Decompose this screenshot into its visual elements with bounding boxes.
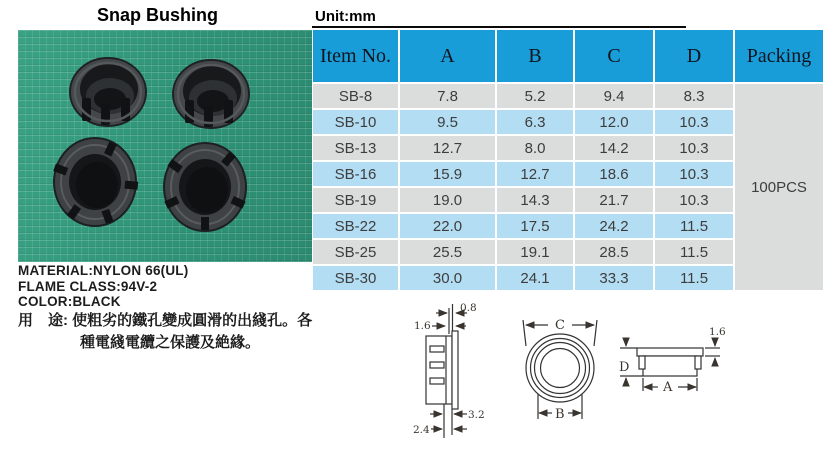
bushing-top-right	[173, 60, 249, 128]
column-header-packing: Packing	[735, 30, 823, 82]
cell-item: SB-8	[313, 84, 398, 108]
page-title: Snap Bushing	[97, 5, 218, 25]
column-header-a: A	[400, 30, 495, 82]
cell-b: 8.0	[497, 136, 573, 160]
cell-a: 7.8	[400, 84, 495, 108]
cell-c: 33.3	[575, 266, 653, 290]
cell-a: 22.0	[400, 214, 495, 238]
cell-a: 15.9	[400, 162, 495, 186]
cell-item: SB-19	[313, 188, 398, 212]
cell-c: 28.5	[575, 240, 653, 264]
cell-c: 18.6	[575, 162, 653, 186]
cell-a: 12.7	[400, 136, 495, 160]
material-line: MATERIAL:NYLON 66(UL)	[18, 263, 189, 278]
cell-d: 10.3	[655, 188, 733, 212]
dim-label-a: A	[663, 380, 673, 395]
unit-label: Unit:mm	[315, 8, 376, 25]
bushing-top-left	[70, 58, 146, 126]
product-photo	[18, 30, 312, 262]
cell-c: 24.2	[575, 214, 653, 238]
flame-class-line: FLAME CLASS:94V-2	[18, 278, 158, 294]
cell-c: 9.4	[575, 84, 653, 108]
dim-label-b: B	[555, 407, 565, 422]
cell-c: 12.0	[575, 110, 653, 134]
cell-item: SB-25	[313, 240, 398, 264]
cell-a: 25.5	[400, 240, 495, 264]
cell-item: SB-30	[313, 266, 398, 290]
cell-b: 17.5	[497, 214, 573, 238]
color-line: COLOR:BLACK	[18, 294, 121, 309]
cell-item: SB-22	[313, 214, 398, 238]
bushing-bottom-left	[53, 138, 138, 226]
usage-text-block	[18, 310, 312, 354]
cell-b: 6.3	[497, 110, 573, 134]
dim-label-d: D	[619, 360, 630, 375]
column-header-d: D	[655, 30, 733, 82]
cell-b: 12.7	[497, 162, 573, 186]
bushing-bottom-right	[164, 143, 246, 231]
cell-item: SB-10	[313, 110, 398, 134]
dim-label-c: C	[555, 318, 565, 333]
column-header-b: B	[497, 30, 573, 82]
usage-line-2: 種電綫電纜之保護及絶緣。	[80, 334, 261, 351]
cell-d: 8.3	[655, 84, 733, 108]
cell-a: 9.5	[400, 110, 495, 134]
dim-label-1-6-left: 1.6	[414, 320, 431, 332]
cell-d: 11.5	[655, 240, 733, 264]
dimension-table	[313, 30, 823, 290]
cell-d: 10.3	[655, 162, 733, 186]
dim-label-0-8: 0.8	[460, 302, 477, 314]
packing-value-cell: 100PCS	[735, 84, 823, 290]
drawing-side-view	[426, 304, 467, 438]
cell-a: 30.0	[400, 266, 495, 290]
drawing-front-view	[523, 320, 597, 419]
cell-b: 19.1	[497, 240, 573, 264]
dim-label-2-4: 2.4	[413, 424, 430, 436]
cell-b: 14.3	[497, 188, 573, 212]
spec-text-block	[18, 263, 188, 310]
cell-b: 5.2	[497, 84, 573, 108]
column-header-item: Item No.	[313, 30, 398, 82]
cell-item: SB-16	[313, 162, 398, 186]
cell-d: 10.3	[655, 110, 733, 134]
cell-d: 11.5	[655, 266, 733, 290]
usage-line-1: 用 途: 使粗劣的鐵孔變成圓滑的出綫孔。各	[18, 312, 313, 329]
cell-b: 24.1	[497, 266, 573, 290]
snap-bushings-image	[18, 30, 312, 262]
technical-drawing	[400, 298, 750, 463]
cell-c: 14.2	[575, 136, 653, 160]
unit-underline-rule	[312, 26, 686, 28]
cell-a: 19.0	[400, 188, 495, 212]
column-header-c: C	[575, 30, 653, 82]
cell-d: 10.3	[655, 136, 733, 160]
dim-label-3-2: 3.2	[468, 409, 485, 421]
cell-c: 21.7	[575, 188, 653, 212]
cell-d: 11.5	[655, 214, 733, 238]
dim-label-1-6-right: 1.6	[709, 326, 726, 338]
cell-item: SB-13	[313, 136, 398, 160]
